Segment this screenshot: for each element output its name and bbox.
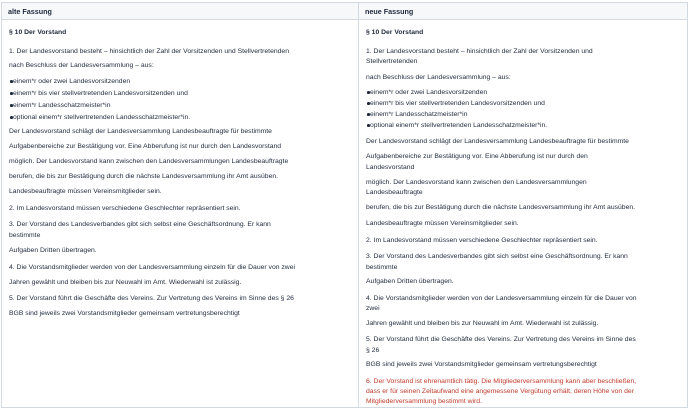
paragraph-line: Landesbeauftragte müssen Vereinsmitglieder sein. [366, 220, 519, 227]
paragraph-line: möglich. Der Landesvorstand kann zwischen den Landesversammlungen Landesbeauftragte [9, 158, 289, 165]
paragraph-line: 5. Der Vorstand führt die Geschäfte des Vereins. Zur Vertretung des Vereins im Sinne des § 26 [9, 295, 294, 302]
old-version-column [2, 3, 359, 407]
new-version-header: neue Fassung [359, 3, 687, 20]
paragraph-line: BGB sind jeweils zwei Vorstandsmitglieder gemeinsam vertretungsberechtigt [366, 361, 597, 368]
new-version-body [359, 21, 687, 407]
paragraph-line: 5. Der Vorstand führt die Geschäfte des Vereins. Zur Vertretung des Vereins im Sinne des [366, 336, 636, 343]
paragraph-line: Der Landesvorstand schlägt der Landesversammlung Landesbeauftragte für bestimmte [9, 128, 272, 135]
paragraph-line: bestimmte [366, 264, 398, 271]
paragraph-line: 2. Im Landesvorstand müssen verschiedene Geschlechter repräsentiert sein. [9, 205, 241, 212]
paragraph-line: 3. Der Vorstand des Landesverbandes gibt sich selbst eine Geschäftsordnung. Er kann [9, 221, 271, 228]
list-item: optional einem*r stellvertretenden Landesschatzmeister*in. [370, 122, 548, 129]
paragraph-line: Jahren gewählt und bleiben bis zur Neuwahl im Amt. Wiederwahl ist zulässig. [366, 320, 599, 327]
added-paragraph-line: Mitgliederversammlung bestimmt wird. [366, 398, 482, 405]
new-version-column [359, 3, 687, 407]
paragraph-line: Aufgabenbereiche zur Bestätigung vor. Eine Abberufung ist nur durch den Landesvorstand [9, 143, 282, 150]
paragraph-line: nach Beschluss der Landesversammlung – aus: [366, 74, 511, 81]
paragraph-line: 1. Der Landesvorstand besteht – hinsichtlich der Zahl der Vorsitzenden und [366, 48, 593, 55]
paragraph-line: § 26 [366, 347, 380, 354]
list-item: einem*r oder zwei Landesvorsitzenden [370, 89, 488, 96]
paragraph-line: berufen, die bis zur Bestätigung durch die nächste Landesversammlung ihr Amt ausüben. [366, 204, 636, 211]
list-item: einem*r oder zwei Landesvorsitzenden [13, 78, 131, 85]
paragraph-line: Jahren gewählt und bleiben bis zur Neuwahl im Amt. Wiederwahl ist zulässig. [9, 279, 242, 286]
paragraph-line: Aufgaben Dritten übertragen. [9, 247, 97, 254]
paragraph-line: 1. Der Landesvorstand besteht – hinsichtlich der Zahl der Vorsitzenden und Stellvertretenden [9, 48, 289, 55]
list-item: einem*r bis vier stellvertretenden Landesvorsitzenden und [13, 90, 188, 97]
old-version-body [2, 21, 358, 407]
list-item: einem*r Landesschatzmeister*in [370, 111, 468, 118]
added-paragraph-line: dass er für seinen Zeitaufwand eine angemessene Vergütung erhält, deren Höhe von der [366, 388, 634, 395]
paragraph-line: Aufgaben Dritten übertragen. [366, 278, 454, 285]
paragraph-line: nach Beschluss der Landesversammlung – aus: [9, 62, 154, 69]
added-paragraph-line: 6. Der Vorstand ist ehrenamtlich tätig. Die Mitgliederversammlung kann aber beschließen, [366, 378, 637, 385]
paragraph-line: möglich. Der Landesvorstand kann zwischen den Landesversammlungen [366, 179, 587, 186]
paragraph-line: Stellvertretenden [366, 58, 418, 65]
section-title: § 10 Der Vorstand [366, 29, 424, 36]
paragraph-line: 2. Im Landesvorstand müssen verschiedene Geschlechter repräsentiert sein. [366, 237, 598, 244]
paragraph-line: Der Landesvorstand schlägt der Landesversammlung Landesbeauftragte für bestimmte [366, 138, 629, 145]
section-title: § 10 Der Vorstand [9, 29, 67, 36]
paragraph-line: Landesbeauftragte [366, 189, 423, 196]
list-item: einem*r bis vier stellvertretenden Landesvorsitzenden und [370, 100, 545, 107]
paragraph-line: zwei [366, 305, 380, 312]
paragraph-line: berufen, die bis zur Bestätigung durch die nächste Landesversammlung ihr Amt ausüben. [9, 173, 279, 180]
paragraph-line: Landesvorstand [366, 164, 415, 171]
old-version-header: alte Fassung [2, 3, 358, 20]
paragraph-line: Aufgabenbereiche zur Bestätigung vor. Eine Abberufung ist nur durch den [366, 153, 588, 160]
paragraph-line: bestimmte [9, 232, 41, 239]
paragraph-line: Landesbeauftragte müssen Vereinsmitglieder sein. [9, 188, 162, 195]
list-item: optional einem*r stellvertretenden Landesschatzmeister*in. [13, 114, 191, 121]
paragraph-line: BGB sind jeweils zwei Vorstandsmitglieder gemeinsam vertretungsberechtigt [9, 310, 240, 317]
paragraph-line: 4. Die Vorstandsmitglieder werden von der Landesversammlung einzeln für die Dauer von [366, 295, 637, 302]
paragraph-line: 4. Die Vorstandsmitglieder werden von der Landesversammlung einzeln für die Dauer von zwei [9, 264, 295, 271]
list-item: einem*r Landesschatzmeister*in [13, 102, 111, 109]
paragraph-line: 3. Der Vorstand des Landesverbandes gibt sich selbst eine Geschäftsordnung. Er kann [366, 253, 628, 260]
comparison-table [1, 2, 688, 408]
